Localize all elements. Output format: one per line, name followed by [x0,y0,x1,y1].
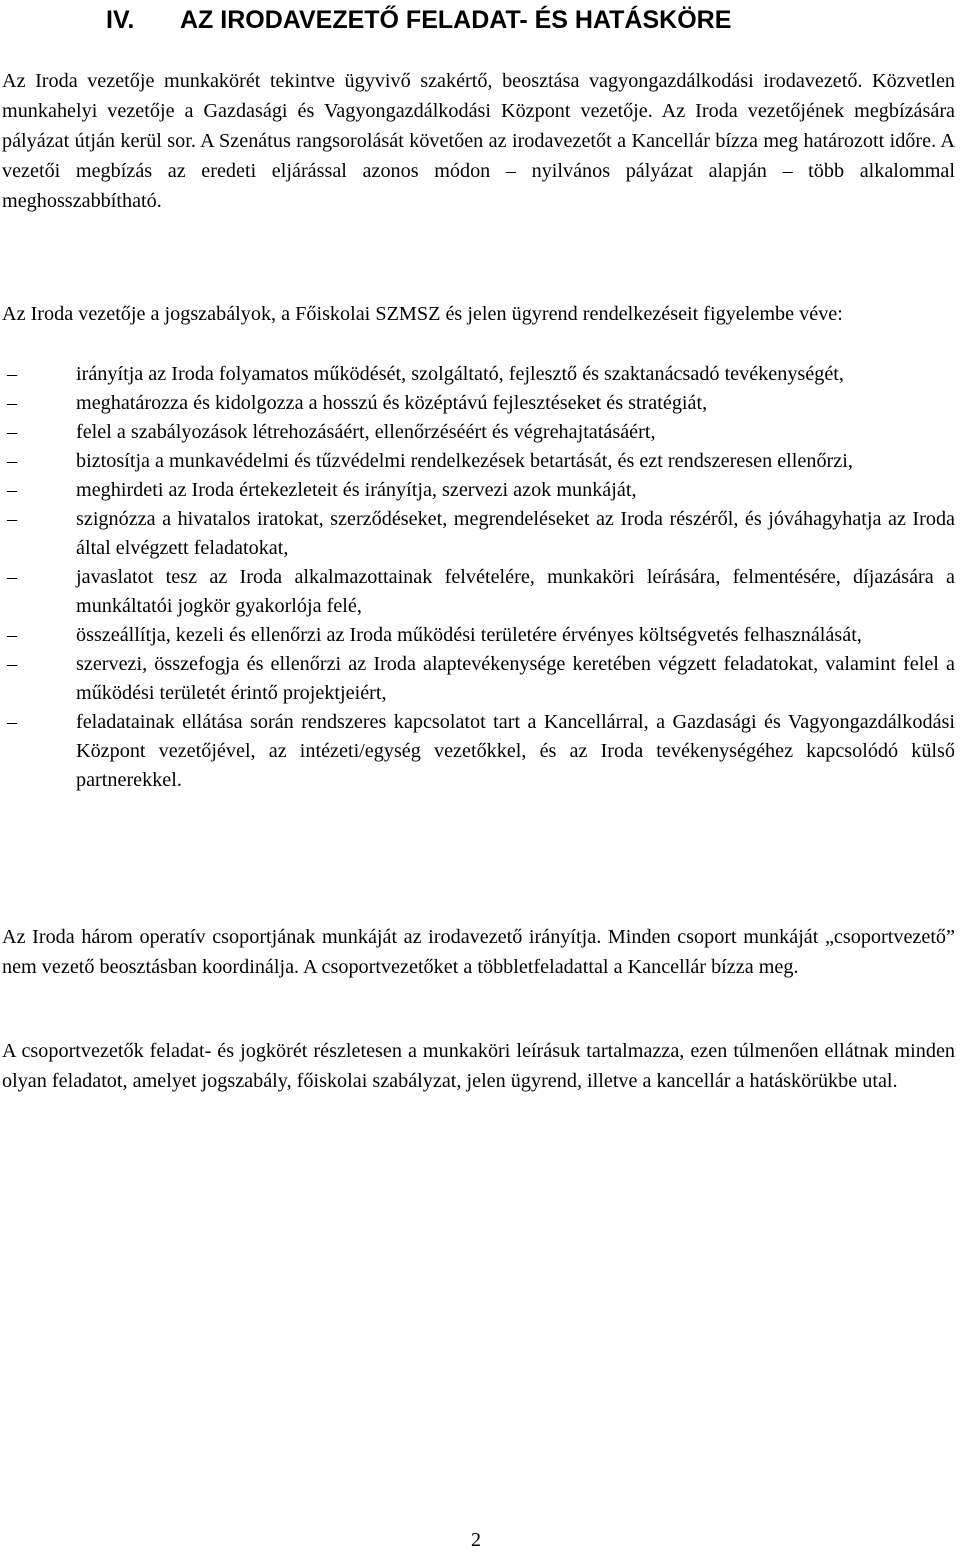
list-dash: – [7,653,18,675]
list-item-text: szignózza a hivatalos iratokat, szerződéseket, megrendeléseket az Iroda részéről, és jóváhagyhatja az Iroda által elvégzett feladatokat, [76,508,955,559]
section-heading [106,4,731,36]
page-number: 2 [471,1529,481,1551]
section-number: IV. [106,6,135,34]
list-item-text: irányítja az Iroda folyamatos működését, szolgáltató, fejlesztő és szaktanácsadó tevékenységét, [76,363,844,385]
paragraph-operative-groups: Az Iroda három operatív csoportjának munkáját az irodavezető irányítja. Minden csoport munkáját „csoportvezető” nem vezető beosztásban koordinálja. A csoportvezetőket a többletfeladattal a Kancellár bízza meg. [2,926,955,978]
list-item-text: összeállítja, kezeli és ellenőrzi az Iroda működési területére érvényes költségvetés felhasználását, [76,624,862,646]
list-dash: – [7,566,18,588]
list-item-text: biztosítja a munkavédelmi és tűzvédelmi rendelkezések betartását, és ezt rendszeresen ellenőrzi, [76,450,853,472]
list-dash: – [7,392,18,414]
list-item-text: meghatározza és kidolgozza a hosszú és középtávú fejlesztéseket és stratégiát, [76,392,708,414]
list-item [2,360,955,389]
list-dash: – [7,363,18,385]
list-item [2,505,955,563]
list-dash: – [7,479,18,501]
list-item [2,563,955,621]
list-item [2,476,955,505]
list-item-text: szervezi, összefogja és ellenőrzi az Iroda alaptevékenysége keretében végzett feladatokat, valamint felel a működési területét érintő projektjeiért, [76,653,955,704]
list-dash: – [7,450,18,472]
duties-list [2,360,955,795]
list-item [2,621,955,650]
paragraph-duties-intro: Az Iroda vezetője a jogszabályok, a Főiskolai SZMSZ és jelen ügyrend rendelkezéseit figyelembe véve: [2,303,843,325]
section-title: AZ IRODAVEZETŐ FELADAT- ÉS HATÁSKÖRE [180,6,732,34]
list-item [2,650,955,708]
list-item [2,708,955,795]
list-item-text: felel a szabályozások létrehozásáért, ellenőrzéséért és végrehajtatásáért, [76,421,656,443]
list-dash: – [7,711,18,733]
list-item [2,418,955,447]
paragraph-group-leaders: A csoportvezetők feladat- és jogkörét részletesen a munkaköri leírásuk tartalmazza, ezen túlmenően ellátnak minden olyan feladatot, amelyet jogszabály, főiskolai szabályzat, jelen ügyrend, illetve a kancellár a hatáskörükbe utal. [2,1040,955,1092]
list-dash: – [7,508,18,530]
list-item-text: feladatainak ellátása során rendszeres kapcsolatot tart a Kancellárral, a Gazdasági és Vagyongazdálkodási Központ vezetőjével, az intézeti/egység vezetőkkel, és az Iroda tevékenységéhez kapcsolódó külső partnerekkel. [76,711,955,791]
list-item [2,447,955,476]
list-item-text: javaslatot tesz az Iroda alkalmazottainak felvételére, munkaköri leírására, felmentésére, díjazására a munkáltatói jogkör gyakorlója felé, [76,566,955,617]
list-item [2,389,955,418]
list-dash: – [7,624,18,646]
list-item-text: meghirdeti az Iroda értekezleteit és irányítja, szervezi azok munkáját, [76,479,637,501]
list-dash: – [7,421,18,443]
paragraph-appointment: Az Iroda vezetője munkakörét tekintve ügyvivő szakértő, beosztása vagyongazdálkodási irodavezető. Közvetlen munkahelyi vezetője a Gazdasági és Vagyongazdálkodási Központ vezetője. Az Iroda vezetőjének megbízására pályázat útján kerül sor. A Szenátus rangsorolását követően az irodavezetőt a Kancellár bízza meg határozott időre. A vezetői megbízás az eredeti eljárással azonos módon – nyilvános pályázat alapján – több alkalommal meghosszabbítható. [2,70,955,212]
